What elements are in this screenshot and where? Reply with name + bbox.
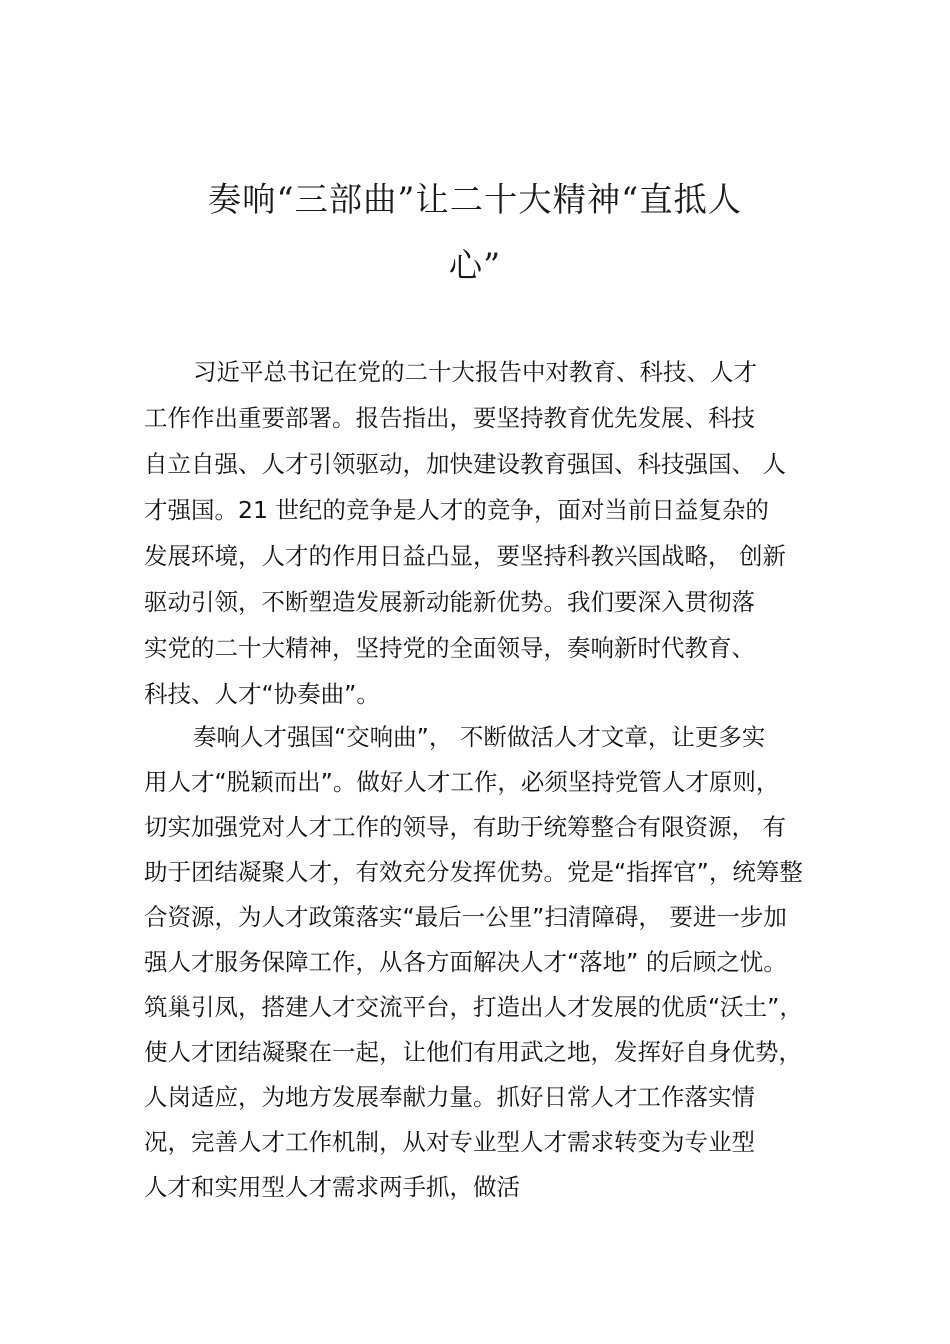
paragraph-1-line-7: 实党的二十大精神，坚持党的全面领导，奏响新时代教育、 <box>144 634 755 662</box>
paragraph-1-line-8: 科技、人才“协奏曲”。 <box>144 680 380 708</box>
paragraph-2-line-2: 用人才“脱颖而出”。做好人才工作，必须坚持党管人才原则， <box>144 768 780 796</box>
paragraph-1-line-3: 自立自强、人才引领驱动，加快建设教育强国、科技强国、 人 <box>144 450 786 478</box>
paragraph-2-line-4: 助于团结凝聚人才，有效充分发挥优势。党是“指挥官”，统筹整 <box>144 858 803 886</box>
paragraph-2-line-3: 切实加强党对人才工作的领导，有助于统筹整合有限资源， 有 <box>144 813 786 841</box>
paragraph-2-line-5: 合资源，为人才政策落实“最后一公里”扫清障碍， 要进一步加 <box>144 903 787 931</box>
paragraph-2-line-8: 使人才团结凝聚在一起，让他们有用武之地，发挥好自身优势， <box>144 1038 802 1066</box>
paragraph-1-line-5: 发展环境，人才的作用日益凸显，要坚持科教兴国战略， 创新 <box>144 542 786 570</box>
paragraph-2-line-9: 人岗适应，为地方发展奉献力量。抓好日常人才工作落实情 <box>144 1083 755 1111</box>
paragraph-1-line-1: 习近平总书记在党的二十大报告中对教育、科技、人才 <box>193 358 757 386</box>
paragraph-2-line-11: 人才和实用型人才需求两手抓，做活 <box>144 1173 520 1201</box>
paragraph-2-line-6: 强人才服务保障工作，从各方面解决人才“落地” 的后顾之忧。 <box>144 948 787 976</box>
paragraph-1-line-4: 才强国。21 世纪的竞争是人才的竞争，面对当前日益复杂的 <box>144 496 769 524</box>
paragraph-2-line-7: 筑巢引凤，搭建人才交流平台，打造出人才发展的优质“沃土”， <box>144 993 803 1021</box>
title-line-1: 奏响“三部曲”让二十大精神“直抵人 <box>207 180 743 219</box>
paragraph-2-line-1: 奏响人才强国“交响曲”， 不断做活人才文章，让更多实 <box>193 723 766 751</box>
title-line-2: 心” <box>448 246 502 285</box>
paragraph-2-line-10: 况，完善人才工作机制，从对专业型人才需求转变为专业型 <box>144 1128 755 1156</box>
paragraph-1-line-6: 驱动引领，不断塑造发展新动能新优势。我们要深入贯彻落 <box>144 588 755 616</box>
paragraph-1-line-2: 工作作出重要部署。报告指出，要坚持教育优先发展、科技 <box>144 404 755 432</box>
